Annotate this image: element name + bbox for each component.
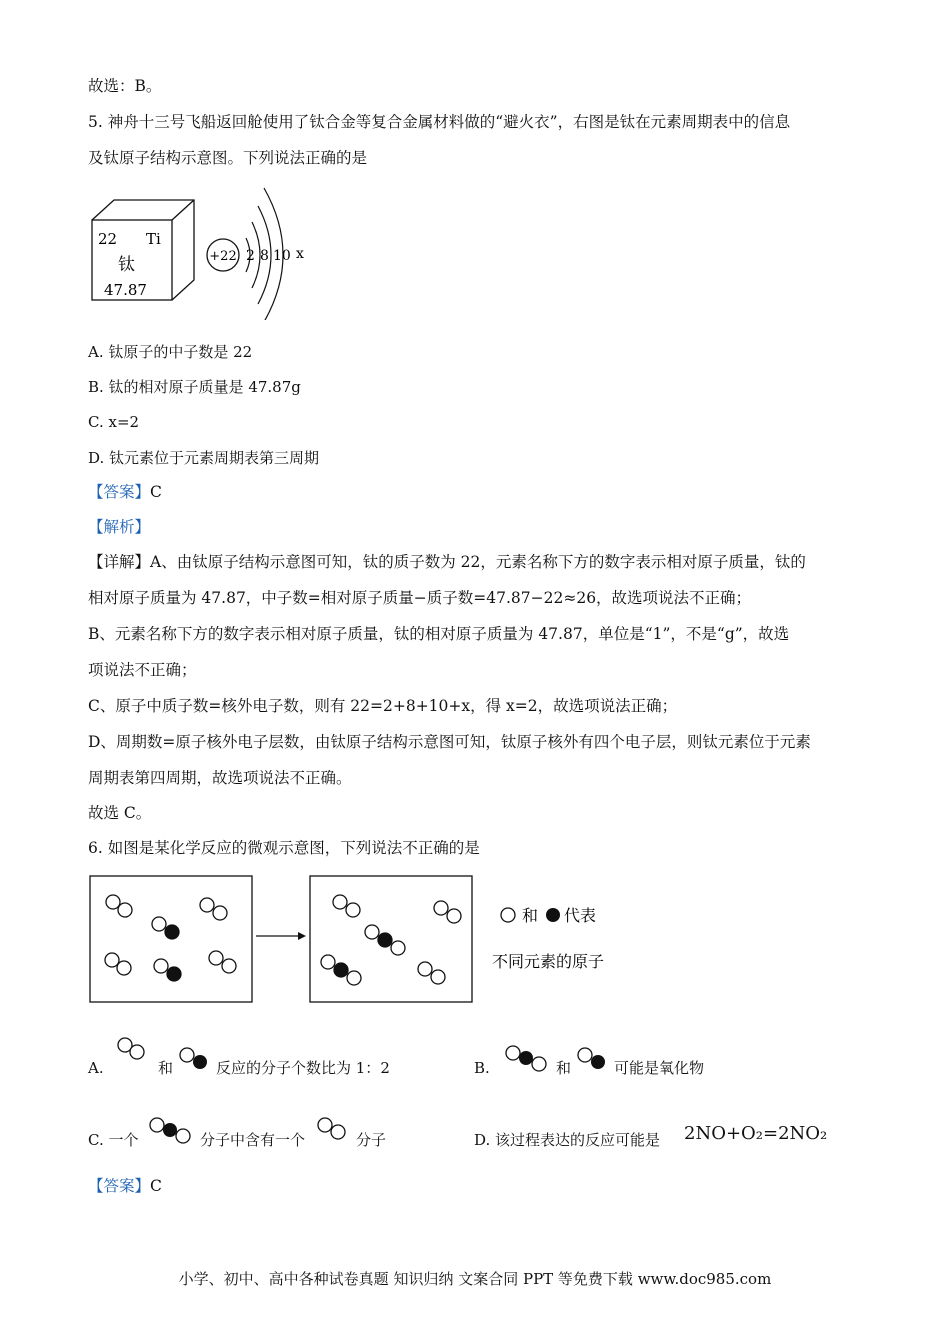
detail-line-2: 相对原子质量为 47.87，中子数=相对原子质量−质子数=47.87−22≈26，故选项说法不正确；	[88, 589, 752, 607]
legend-represent: 代表	[564, 906, 597, 925]
element-name: 钛	[118, 255, 135, 275]
detail-line-3: B、元素名称下方的数字表示相对原子质量，钛的相对原子质量为 47.87，单位是“1”，不是“g”，故选	[88, 625, 790, 643]
q5-option-c: C. x=2	[88, 413, 140, 431]
page-footer: 小学、初中、高中各种试卷真题 知识归纳 文案合同 PPT 等免费下载 www.doc985.com	[178, 1270, 772, 1288]
q5-stem-line-2: 及钛原子结构示意图。下列说法正确的是	[88, 149, 368, 167]
detail-line-5: C、原子中质子数=核外电子数，则有 22=2+8+10+x，得 x=2，故选项说法正确；	[88, 697, 678, 715]
answer-tag: 【答案】	[88, 483, 151, 501]
q5-option-b: B. 钛的相对原子质量是 47.87g	[88, 378, 301, 396]
element-number: 22	[98, 230, 118, 248]
no2-molecule-icon	[148, 1116, 196, 1144]
q6-stem: 6. 如图是某化学反应的微观示意图，下列说法不正确的是	[88, 839, 480, 857]
element-mass: 47.87	[104, 281, 147, 299]
detail-tag: 【详解】	[88, 553, 151, 571]
q5-option-d: D. 钛元素位于元素周期表第三周期	[88, 449, 320, 467]
q6-option-a-text: 反应的分子个数比为 1：2	[216, 1059, 390, 1077]
o2-molecule-icon	[116, 1036, 148, 1062]
q5-option-a: A. 钛原子的中子数是 22	[88, 343, 253, 361]
nucleus-charge: +22	[209, 249, 237, 264]
q6-answer-row	[88, 1176, 162, 1196]
element-cell	[92, 200, 194, 300]
q6-option-b-and: 和	[556, 1059, 572, 1077]
no-molecule-icon	[576, 1046, 610, 1072]
detail-line-1: 【详解】A、由钛原子结构示意图可知，钛的质子数为 22，元素名称下方的数字表示相对原子质量，钛的	[88, 553, 806, 571]
no2-molecule-icon	[504, 1044, 550, 1072]
legend-black-atom	[546, 908, 560, 922]
o2-molecule-icon	[316, 1116, 350, 1144]
q6-option-c-mid: 分子中含有一个	[200, 1131, 306, 1149]
q5-answer-row	[88, 482, 162, 502]
titanium-figure	[88, 180, 328, 320]
reaction-diagram	[88, 872, 628, 1006]
legend-and: 和	[522, 906, 539, 925]
q5-stem-line-1: 5. 神舟十三号飞船返回舱使用了钛合金等复合金属材料做的“避火衣”，右图是钛在元素周期表中的信息	[88, 113, 791, 131]
q6-answer: C	[150, 1177, 162, 1195]
shell-electrons-1: 2	[246, 248, 255, 264]
legend	[492, 906, 604, 971]
detail-line-7: 周期表第四周期，故选项说法不正确。	[88, 769, 352, 787]
shell-electrons-3: 10	[273, 248, 291, 264]
q6-option-a-label: A.	[88, 1059, 104, 1077]
q6-option-c-end: 分子	[356, 1131, 387, 1149]
legend-caption: 不同元素的原子	[492, 952, 605, 971]
analysis-tag: 【解析】	[88, 518, 151, 536]
previous-answer: 故选：B。	[88, 77, 162, 95]
q6-option-b-label: B.	[474, 1059, 490, 1077]
detail-line-4: 项说法不正确；	[88, 661, 197, 679]
element-symbol: Ti	[146, 230, 161, 248]
q6-option-a-and: 和	[158, 1059, 174, 1077]
q5-answer: C	[150, 483, 162, 501]
shell-electrons-2: 8	[260, 248, 269, 264]
answer-tag: 【答案】	[88, 1177, 151, 1195]
no-molecule-icon	[178, 1046, 212, 1072]
legend-white-atom	[501, 908, 515, 922]
detail-line-6: D、周期数=原子核外电子层数，由钛原子结构示意图可知，钛原子核外有四个电子层，则钛元素位于元素	[88, 733, 811, 751]
atom-structure	[207, 188, 304, 320]
q6-option-c-label: C. 一个	[88, 1131, 139, 1149]
q6-option-d-formula: 2NO+O₂=2NO₂	[684, 1123, 828, 1144]
q5-conclusion: 故选 C。	[88, 804, 152, 822]
shell-electrons-4: x	[296, 246, 304, 262]
q6-option-d-label: D. 该过程表达的反应可能是	[474, 1131, 661, 1149]
q6-option-b-text: 可能是氧化物	[614, 1059, 705, 1077]
